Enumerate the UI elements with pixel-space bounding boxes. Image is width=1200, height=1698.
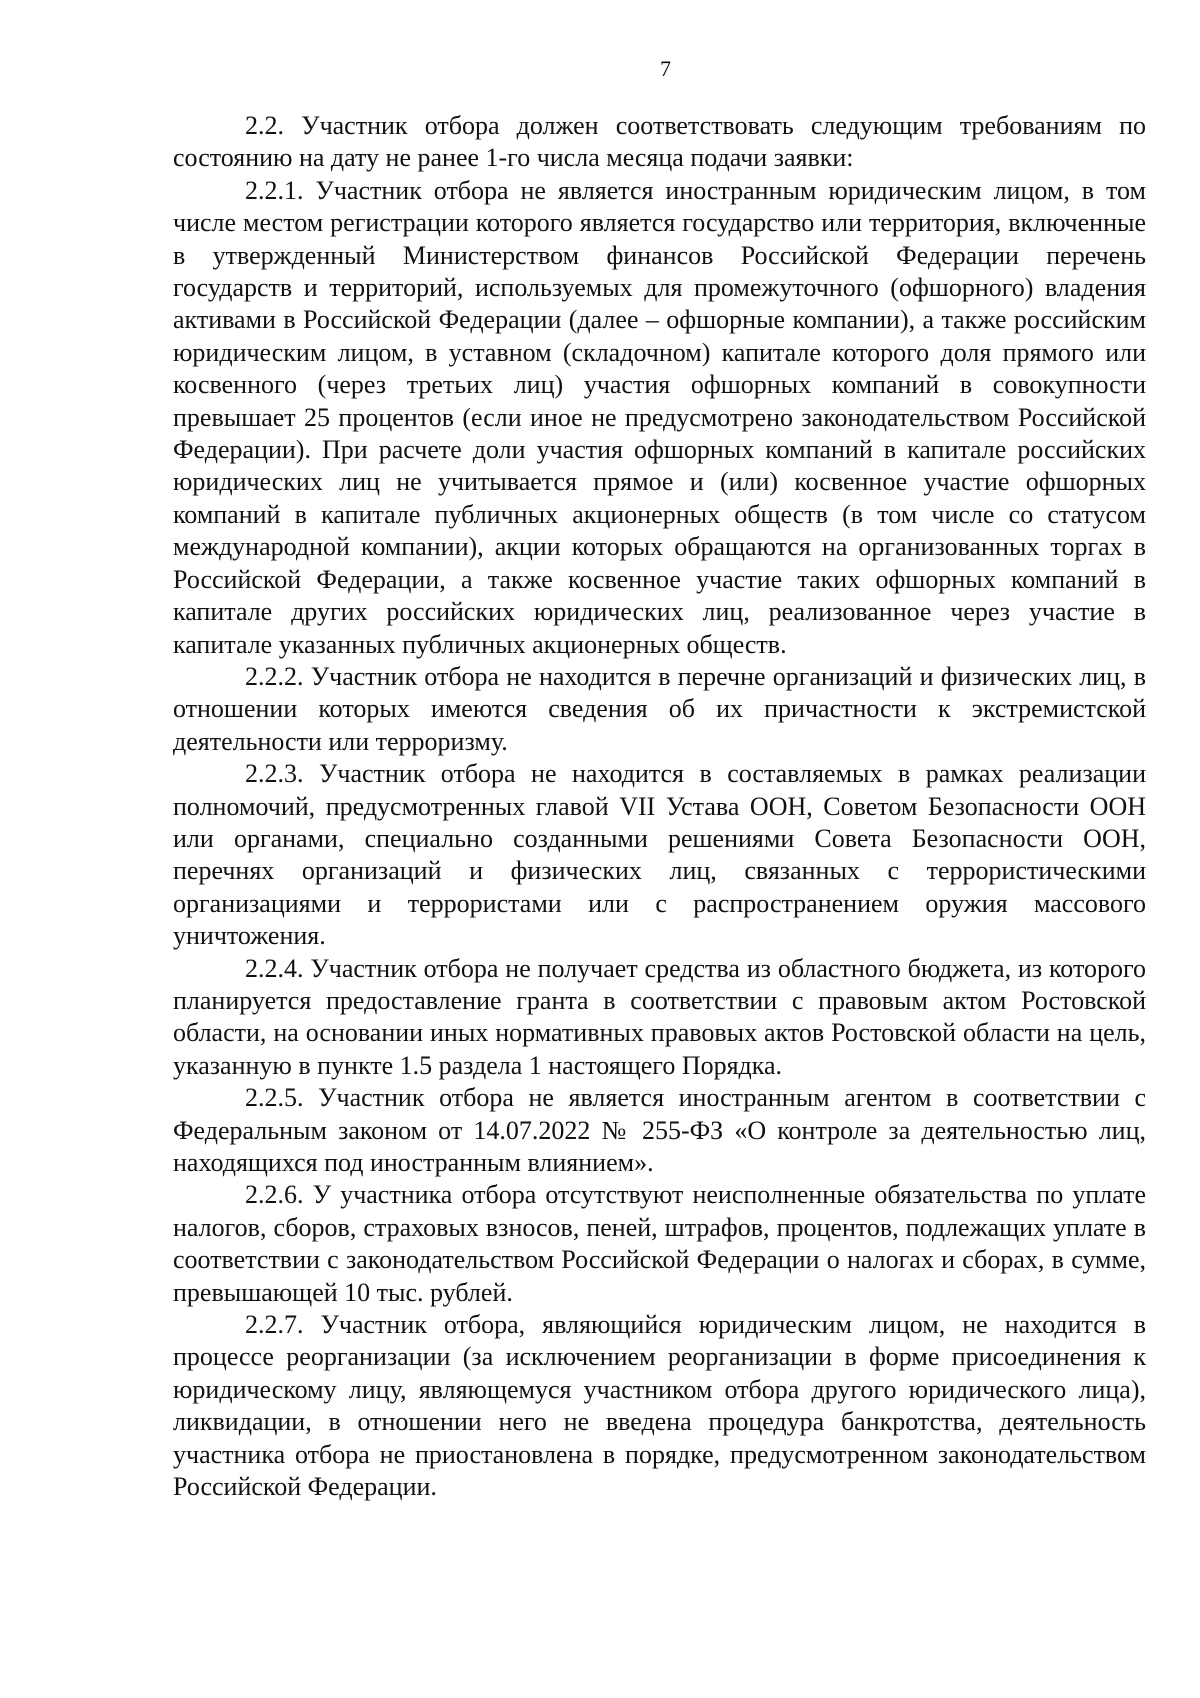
paragraph-2-2: 2.2. Участник отбора должен соответствовать следующим требованиям по состоянию на дату не ранее 1-го числа месяца подачи заявки:: [173, 111, 1146, 173]
paragraph-2-2-3: 2.2.3. Участник отбора не находится в составляемых в рамках реализации полномочий, предусмотренных главой VII Устава ООН, Советом Безопасности ООН или органами, специально созданными решениями Совета Безопасности ООН, перечнях организаций и физических лиц, связанных с террористическими организациями и террористами или с распространением оружия массового уничтожения.: [173, 759, 1146, 951]
paragraph-2-2-7: 2.2.7. Участник отбора, являющийся юридическим лицом, не находится в процессе реорганизации (за исключением реорганизации в форме присоединения к юридическому лицу, являющемуся участником отбора другого юридического лица), ликвидации, в отношении него не введена процедура банкротства, деятельность участника отбора не приостановлена в порядке, предусмотренном законодательством Российской Федерации.: [173, 1310, 1146, 1502]
paragraph-2-2-2: 2.2.2. Участник отбора не находится в перечне организаций и физических лиц, в отношении которых имеются сведения об их причастности к экстремистской деятельности или терроризму.: [173, 661, 1146, 756]
paragraph-2-2-4: 2.2.4. Участник отбора не получает средства из областного бюджета, из которого планируется предоставление гранта в соответствии с правовым актом Ростовской области, на основании иных нормативных правовых актов Ростовской области на цель, указанную в пункте 1.5 раздела 1 настоящего Порядка.: [173, 953, 1146, 1080]
paragraph-2-2-6: 2.2.6. У участника отбора отсутствуют неисполненные обязательства по уплате налогов, сборов, страховых взносов, пеней, штрафов, процентов, подлежащих уплате в соответствии с законодательством Российской Федерации о налогах и сборах, в сумме, превышающей 10 тыс. рублей.: [173, 1180, 1146, 1307]
document-page: [173, 56, 1146, 1503]
page-number: 7: [660, 56, 671, 81]
paragraph-2-2-5: 2.2.5. Участник отбора не является иностранным агентом в соответствии с Федеральным законом от 14.07.2022 № 255-ФЗ «О контроле за деятельностью лиц, находящихся под иностранным влиянием».: [173, 1083, 1146, 1177]
paragraph-2-2-1: 2.2.1. Участник отбора не является иностранным юридическим лицом, в том числе местом регистрации которого является государство или территория, включенные в утвержденный Министерством финансов Российской Федерации перечень государств и территорий, используемых для промежуточного (офшорного) владения активами в Российской Федерации (далее – офшорные компании), а также российским юридическим лицом, в уставном (складочном) капитале которого доля прямого или косвенного (через третьих лиц) участия офшорных компаний в совокупности превышает 25 процентов (если иное не предусмотрено законодательством Российской Федерации). При расчете доли участия офшорных компаний в капитале российских юридических лиц не учитывается прямое и (или) косвенное участие офшорных компаний в капитале публичных акционерных обществ (в том числе со статусом международной компании), акции которых обращаются на организованных торгах в Российской Федерации, а также косвенное участие таких офшорных компаний в капитале других российских юридических лиц, реализованное через участие в капитале указанных публичных акционерных обществ.: [173, 175, 1146, 659]
